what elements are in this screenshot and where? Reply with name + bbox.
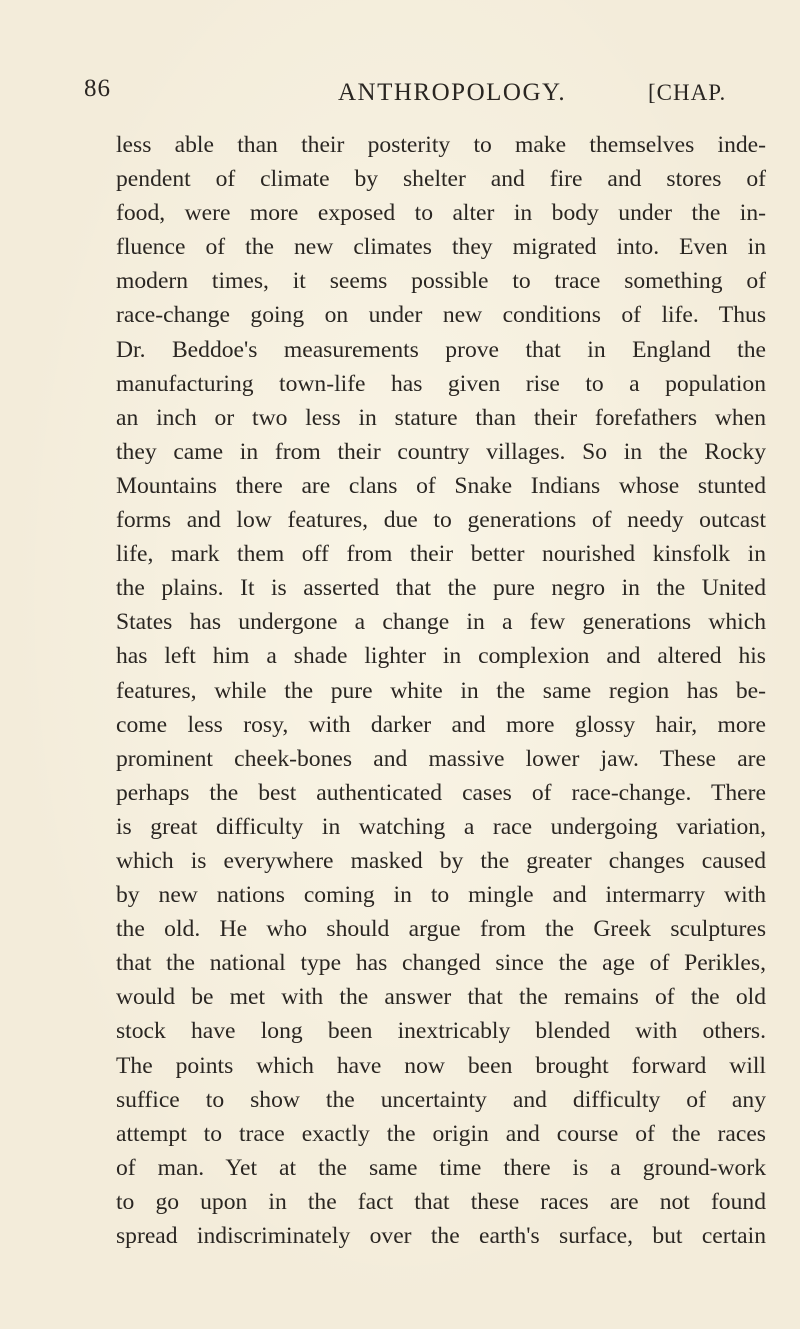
text-line: which is everywhere masked by the greater changes caused (116, 847, 766, 874)
text-line: the old. He who should argue from the Greek sculptures (116, 916, 766, 943)
page-header (84, 75, 764, 108)
text-line: stock have long been inextricably blended with others. (116, 1018, 766, 1045)
text-line: to go upon in the fact that these races are not found (116, 1188, 766, 1215)
text-line: by new nations coming in to mingle and intermarry with (116, 882, 766, 909)
page-number: 86 (84, 75, 111, 102)
text-line: would be met with the answer that the remains of the old (116, 984, 766, 1011)
text-line: race-change going on under new conditions of life. Thus (116, 302, 766, 329)
text-line: suffice to show the uncertainty and difficulty of any (116, 1086, 766, 1113)
text-line: Mountains there are clans of Snake Indians whose stunted (116, 472, 766, 499)
text-line: modern times, it seems possible to trace something of (116, 268, 766, 295)
text-line: Dr. Beddoe's measurements prove that in England the (116, 336, 766, 363)
body-text (116, 128, 766, 1253)
text-line: forms and low features, due to generations of needy outcast (116, 507, 766, 534)
text-line: States has undergone a change in a few generations which (116, 609, 766, 636)
text-line: food, were more exposed to alter in body under the in- (116, 200, 766, 227)
text-line: fluence of the new climates they migrated into. Even in (116, 234, 766, 261)
text-line: attempt to trace exactly the origin and course of the races (116, 1120, 766, 1147)
text-line: has left him a shade lighter in complexion and altered his (116, 643, 766, 670)
chapter-label: [CHAP. (648, 80, 727, 105)
text-line: spread indiscriminately over the earth's surface, but certain (116, 1223, 766, 1249)
text-line: life, mark them off from their better nourished kinsfolk in (116, 541, 766, 568)
text-line: they came in from their country villages. So in the Rocky (116, 438, 766, 465)
text-line: the plains. It is asserted that the pure negro in the United (116, 575, 766, 602)
text-line: of man. Yet at the same time there is a ground-work (116, 1154, 766, 1181)
text-line: that the national type has changed since the age of Perikles, (116, 950, 766, 977)
text-line: is great difficulty in watching a race undergoing variation, (116, 813, 766, 840)
text-line: an inch or two less in stature than their forefathers when (116, 404, 766, 431)
text-line: pendent of climate by shelter and fire and stores of (116, 166, 766, 193)
text-line: prominent cheek-bones and massive lower jaw. These are (116, 745, 766, 772)
text-line: The points which have now been brought forward will (116, 1052, 766, 1079)
text-line: manufacturing town-life has given rise to a population (116, 370, 766, 397)
running-title: ANTHROPOLOGY. (338, 79, 567, 106)
text-line: less able than their posterity to make themselves inde- (116, 132, 766, 158)
text-line: perhaps the best authenticated cases of race-change. There (116, 779, 766, 806)
text-line: come less rosy, with darker and more glossy hair, more (116, 711, 766, 738)
text-line: features, while the pure white in the same region has be- (116, 677, 766, 704)
